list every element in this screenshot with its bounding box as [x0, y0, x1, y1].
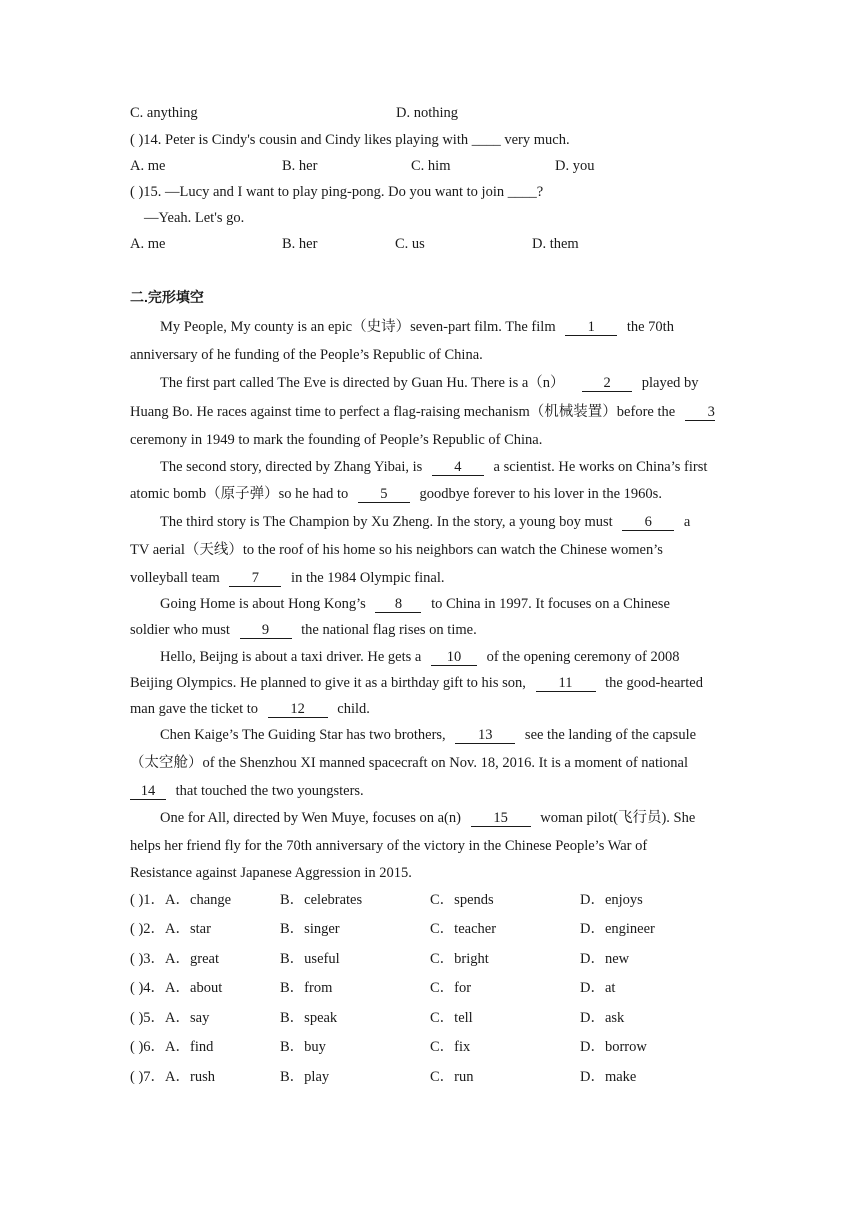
passage-text: goodbye forever to his lover in the 1960s. [419, 486, 662, 502]
option-row-7-d: D．make [580, 1069, 637, 1085]
option-row-3-a: ( )3．A．great [130, 951, 219, 967]
option-row-2-d: D．engineer [580, 921, 655, 937]
passage-text: the good-hearted [605, 675, 703, 691]
blank-11: 11 [536, 675, 596, 692]
blank-9: 9 [240, 622, 292, 639]
passage-text: Huang Bo. He races against time to perfect a flag-raising mechanism（机械装置）before the [130, 404, 676, 420]
option-row-2-a: ( )2．A．star [130, 921, 211, 937]
q15-reply: —Yeah. Let's go. [144, 210, 245, 226]
passage-line [160, 725, 696, 745]
passage-text: the 70th [626, 319, 674, 335]
option-row-4-c: C．for [430, 980, 472, 996]
blank-3: 3 [685, 404, 715, 421]
passage-text: to China in 1997. It focuses on a Chinese [431, 596, 670, 612]
passage-text: volleyball team [130, 570, 220, 586]
option-row-1-d: D．enjoys [580, 892, 643, 908]
passage-text: One for All, directed by Wen Muye, focuses on a(n) [160, 810, 461, 826]
passage-line [160, 512, 690, 532]
option-row-7-c: C．run [430, 1069, 474, 1085]
option-row-6-d: D．borrow [580, 1039, 647, 1055]
q15-option-c: C. us [395, 236, 425, 252]
passage-line: ceremony in 1949 to mark the founding of People’s Republic of China. [130, 432, 543, 448]
passage-text: Chen Kaige’s The Guiding Star has two brothers, [160, 727, 446, 743]
option-row-3-d: D．new [580, 951, 630, 967]
passage-line: TV aerial（天线）to the roof of his home so his neighbors can watch the Chinese women’s [130, 542, 663, 558]
passage-text: The first part called The Eve is directed by Guan Hu. There is a（n） [160, 375, 565, 391]
passage-line [130, 673, 703, 693]
passage-line [160, 317, 674, 337]
q15-stem: ( )15. —Lucy and I want to play ping-pong. Do you want to join ____? [130, 184, 544, 200]
passage-text: played by [641, 375, 699, 391]
option-row-1-a: ( )1．A．change [130, 892, 232, 908]
passage-line [160, 647, 679, 667]
passage-text: see the landing of the capsule [524, 727, 697, 743]
blank-2: 2 [582, 375, 632, 392]
passage-text: atomic bomb（原子弹）so he had to [130, 486, 349, 502]
blank-10: 10 [431, 649, 477, 666]
option-row-5-b: B．speak [280, 1010, 338, 1026]
passage-text: a scientist. He works on China’s first [493, 459, 708, 475]
option-row-2-c: C．teacher [430, 921, 497, 937]
option-row-4-b: B．from [280, 980, 333, 996]
passage-text: The second story, directed by Zhang Yibai, is [160, 459, 423, 475]
passage-line [130, 620, 477, 640]
passage-line: （太空舱）of the Shenzhou XI manned spacecraft on Nov. 18, 2016. It is a moment of national [130, 755, 688, 771]
blank-13: 13 [455, 727, 515, 744]
option-row-6-c: C．fix [430, 1039, 471, 1055]
passage-text: The third story is The Champion by Xu Zheng. In the story, a young boy must [160, 514, 613, 530]
passage-line [160, 808, 695, 828]
option-row-7-b: B．play [280, 1069, 330, 1085]
option-row-6-a: ( )6．A．find [130, 1039, 214, 1055]
passage-text: woman pilot(飞行员). She [540, 810, 696, 826]
passage-text: Beijing Olympics. He planned to give it as a birthday gift to his son, [130, 675, 526, 691]
passage-text: that touched the two youngsters. [175, 783, 364, 799]
passage-line [130, 402, 715, 422]
option-row-4-a: ( )4．A．about [130, 980, 223, 996]
option-row-7-a: ( )7．A．rush [130, 1069, 215, 1085]
passage-text: the national flag rises on time. [301, 622, 477, 638]
q14-option-b: B. her [282, 158, 318, 174]
option-row-4-d: D．at [580, 980, 616, 996]
option-row-5-c: C．tell [430, 1010, 473, 1026]
passage-text: My People, My county is an epic（史诗）seven-part film. The film [160, 319, 556, 335]
blank-12: 12 [268, 701, 328, 718]
q14-stem: ( )14. Peter is Cindy's cousin and Cindy likes playing with ____ very much. [130, 132, 570, 148]
passage-text: man gave the ticket to [130, 701, 259, 717]
blank-4: 4 [432, 459, 484, 476]
passage-line [130, 568, 444, 588]
passage-line [130, 484, 662, 504]
blank-14: 14 [130, 783, 166, 800]
blank-7: 7 [229, 570, 281, 587]
option-row-3-b: B．useful [280, 951, 340, 967]
passage-line [160, 373, 699, 393]
passage-line: anniversary of he funding of the People’s Republic of China. [130, 347, 483, 363]
q15-option-b: B. her [282, 236, 318, 252]
blank-15: 15 [471, 810, 531, 827]
q14-option-c: C. him [411, 158, 451, 174]
option-row-1-b: B．celebrates [280, 892, 363, 908]
passage-line: Resistance against Japanese Aggression in 2015. [130, 865, 412, 881]
blank-5: 5 [358, 486, 410, 503]
passage-line [160, 457, 707, 477]
q14-option-a: A. me [130, 158, 166, 174]
option-row-2-b: B．singer [280, 921, 340, 937]
q15-option-d: D. them [532, 236, 579, 252]
blank-1: 1 [565, 319, 617, 336]
passage-text: in the 1984 Olympic final. [291, 570, 445, 586]
q15-option-a: A. me [130, 236, 166, 252]
passage-text: soldier who must [130, 622, 230, 638]
option-row-5-d: D．ask [580, 1010, 625, 1026]
option-row-5-a: ( )5．A．say [130, 1010, 210, 1026]
passage-line [130, 699, 370, 719]
passage-line [130, 781, 364, 801]
blank-6: 6 [622, 514, 674, 531]
passage-text: Hello, Beijng is about a taxi driver. He gets a [160, 649, 422, 665]
q13-option-d: D. nothing [396, 105, 459, 121]
passage-text: Going Home is about Hong Kong’s [160, 596, 366, 612]
passage-line [160, 594, 670, 614]
q14-option-d: D. you [555, 158, 595, 174]
passage-text: a [683, 514, 691, 530]
q13-option-c: C. anything [130, 105, 198, 121]
section-title: 二.完形填空 [130, 289, 204, 305]
option-row-6-b: B．buy [280, 1039, 326, 1055]
option-row-1-c: C．spends [430, 892, 494, 908]
option-row-3-c: C．bright [430, 951, 489, 967]
blank-8: 8 [375, 596, 421, 613]
passage-text: of the opening ceremony of 2008 [486, 649, 680, 665]
passage-line: helps her friend fly for the 70th anniversary of the victory in the Chinese People’s War of [130, 838, 648, 854]
passage-text: child. [337, 701, 370, 717]
